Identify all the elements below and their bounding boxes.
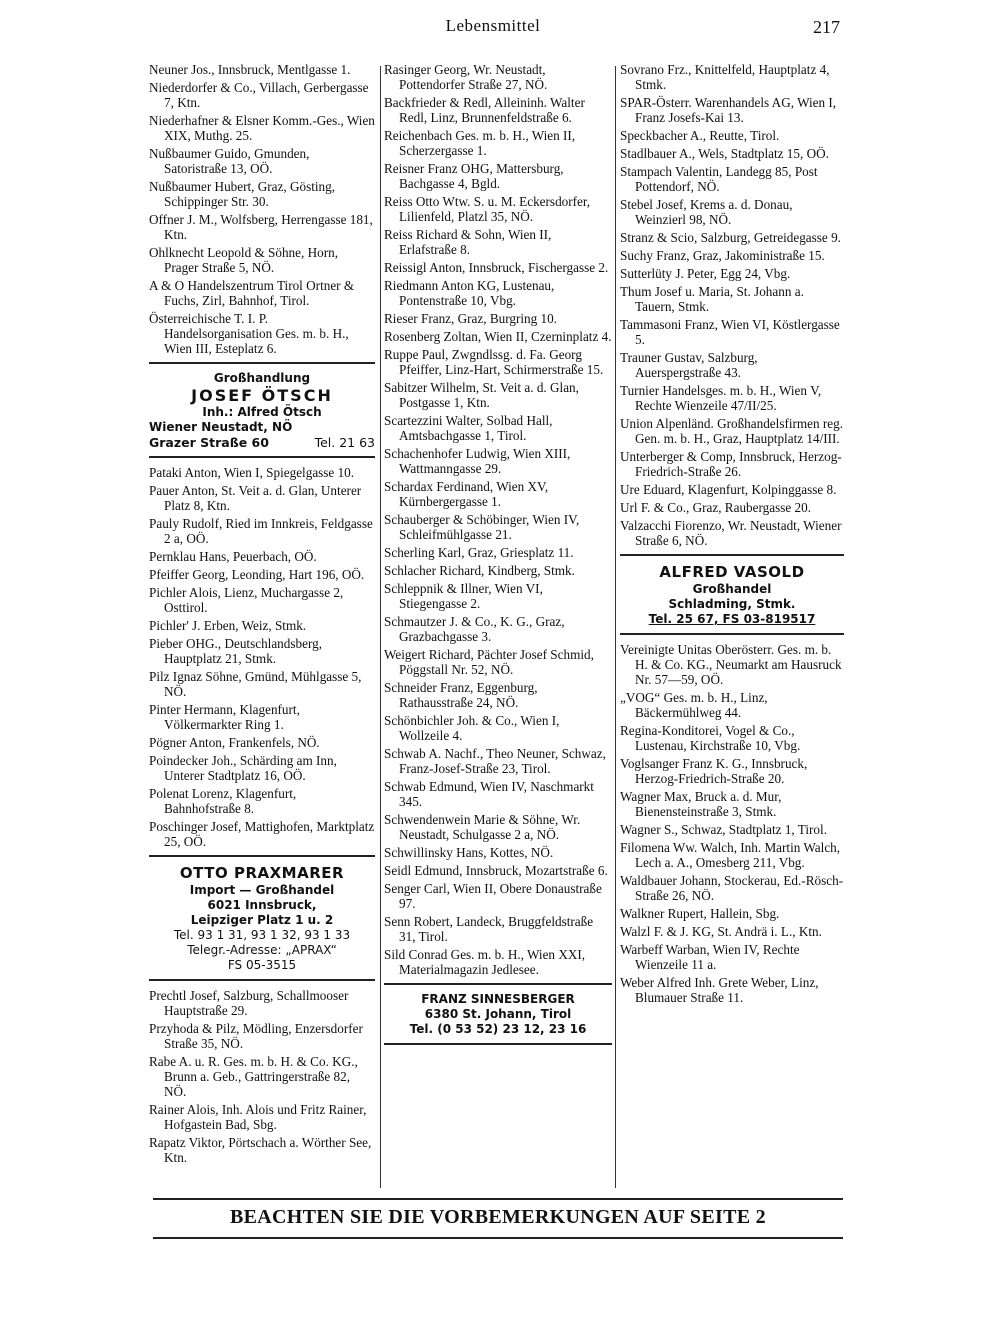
listing-entry: Pichler' J. Erben, Weiz, Stmk. — [149, 618, 307, 633]
column-divider — [615, 66, 616, 1188]
listing-entry: Nußbaumer Hubert, Graz, Gösting, Schippinger Str. 30. — [149, 179, 336, 209]
listing-entry: Schachenhofer Ludwig, Wien XIII, Wattmanngasse 29. — [384, 446, 571, 476]
listing-entry: Trauner Gustav, Salzburg, Auerspergstraße 43. — [620, 350, 758, 380]
listing-entry: Speckbacher A., Reutte, Tirol. — [620, 128, 780, 143]
listing-entry: Walkner Rupert, Hallein, Sbg. — [620, 906, 780, 921]
ad-line: Großhandel — [692, 582, 772, 596]
listing-entry: Stranz & Scio, Salzburg, Getreidegasse 9. — [620, 230, 841, 245]
listing-entry: Ruppe Paul, Zwgndlssg. d. Fa. Georg Pfeiffer, Linz-Hart, Schirmerstraße 15. — [384, 347, 604, 377]
listing-entry: Ohlknecht Leopold & Söhne, Horn, Prager Straße 5, NÖ. — [149, 245, 338, 275]
advertisement-otsch — [149, 362, 375, 458]
footer-rule-bottom — [153, 1237, 843, 1239]
listing-entry: „VOG“ Ges. m. b. H., Linz, Bäckermühlweg 44. — [620, 690, 768, 720]
ad-address: Grazer Straße 60 — [149, 435, 269, 450]
listing-entry: Reiss Otto Wtw. S. u. M. Eckersdorfer, Lilienfeld, Platzl 35, NÖ. — [384, 194, 591, 224]
listing-entry: Schwab A. Nachf., Theo Neuner, Schwaz, Franz-Josef-Straße 23, Tirol. — [384, 746, 606, 776]
listing-entry: Pauer Anton, St. Veit a. d. Glan, Unterer Platz 8, Ktn. — [149, 483, 362, 513]
listing-entry: Rapatz Viktor, Pörtschach a. Wörther See, Ktn. — [149, 1135, 372, 1165]
listing-entry: Backfrieder & Redl, Alleininh. Walter Redl, Linz, Brunnenfeldstraße 6. — [384, 95, 585, 125]
ad-line: Leipziger Platz 1 u. 2 — [190, 913, 334, 927]
listing-entry: Reissigl Anton, Innsbruck, Fischergasse 2. — [384, 260, 609, 275]
listing-entry: Nußbaumer Guido, Gmunden, Satoristraße 13, OÖ. — [149, 146, 310, 176]
listing-entry: Pögner Anton, Frankenfels, NÖ. — [149, 735, 320, 750]
listing-entry: Schwendenwein Marie & Söhne, Wr. Neustadt, Schulgasse 2 a, NÖ. — [384, 812, 581, 842]
ad-line: JOSEF ÖTSCH — [191, 386, 333, 405]
ad-line: Tel. (0 53 52) 23 12, 23 16 — [409, 1022, 587, 1036]
listing-entry: Pichler Alois, Lienz, Muchargasse 2, Osttirol. — [149, 585, 344, 615]
listing-entry: Voglsanger Franz K. G., Innsbruck, Herzog-Friedrich-Straße 20. — [620, 756, 808, 786]
listing-entry: Schlacher Richard, Kindberg, Stmk. — [384, 563, 575, 578]
listing-entry: Niederdorfer & Co., Villach, Gerbergasse 7, Ktn. — [149, 80, 369, 110]
listing-entry: Warbeff Warban, Wien IV, Rechte Wienzeile 11 a. — [620, 942, 800, 972]
ad-line: Schladming, Stmk. — [668, 597, 796, 611]
ad-line: Tel. 25 67, FS 03-819517 — [648, 612, 816, 626]
listing-entry: Ure Eduard, Klagenfurt, Kolpinggasse 8. — [620, 482, 837, 497]
footer-note: BEACHTEN SIE DIE VORBEMERKUNGEN AUF SEITE 2 — [230, 1206, 766, 1228]
listing-entry: Turnier Handelsges. m. b. H., Wien V, Rechte Wienzeile 47/II/25. — [620, 383, 822, 413]
ad-line: Wiener Neustadt, NÖ — [149, 420, 293, 434]
listing-entry: Rosenberg Zoltan, Wien II, Czerninplatz 4. — [384, 329, 612, 344]
ad-line: Import — Großhandel — [189, 883, 335, 897]
column-divider — [380, 66, 381, 1188]
listing-entry: Regina-Konditorei, Vogel & Co., Lustenau, Kirchstraße 10, Vbg. — [620, 723, 801, 753]
ad-contact-row — [149, 435, 375, 450]
ad-line: Tel. 93 1 31, 93 1 32, 93 1 33 — [173, 928, 351, 942]
listing-entry: Wagner Max, Bruck a. d. Mur, Bienensteinstraße 3, Stmk. — [620, 789, 782, 819]
listing-entry: Weigert Richard, Pächter Josef Schmid, Pöggstall Nr. 52, NÖ. — [384, 647, 594, 677]
listing-entry: Przyhoda & Pilz, Mödling, Enzersdorfer Straße 35, NÖ. — [149, 1021, 363, 1051]
advertisement-vasold — [620, 554, 844, 635]
listing-entry: Schauberger & Schöbinger, Wien IV, Schleifmühlgasse 21. — [384, 512, 580, 542]
listing-entry: Rieser Franz, Graz, Burgring 10. — [384, 311, 557, 326]
listing-entry: Pinter Hermann, Klagenfurt, Völkermarkter Ring 1. — [149, 702, 300, 732]
listing-entry: Stebel Josef, Krems a. d. Donau, Weinzierl 98, NÖ. — [620, 197, 793, 227]
listing-entry: Sutterlüty J. Peter, Egg 24, Vbg. — [620, 266, 791, 281]
listing-entry: Niederhafner & Elsner Komm.-Ges., Wien XIX, Muthg. 25. — [149, 113, 375, 143]
listing-entry: Thum Josef u. Maria, St. Johann a. Tauern, Stmk. — [620, 284, 804, 314]
listing-entry: Stadlbauer A., Wels, Stadtplatz 15, OÖ. — [620, 146, 829, 161]
listing-entry: Tammasoni Franz, Wien VI, Köstlergasse 5. — [620, 317, 840, 347]
listing-entry: Poindecker Joh., Schärding am Inn, Unterer Stadtplatz 16, OÖ. — [149, 753, 337, 783]
footer-rule-top — [153, 1198, 843, 1200]
listing-entry: Sovrano Frz., Knittelfeld, Hauptplatz 4, Stmk. — [620, 62, 830, 92]
listing-entry: Schwab Edmund, Wien IV, Naschmarkt 345. — [384, 779, 594, 809]
listing-entry: Reichenbach Ges. m. b. H., Wien II, Scherzergasse 1. — [384, 128, 576, 158]
ad-line: ALFRED VASOLD — [659, 563, 805, 581]
listing-entry: Rabe A. u. R. Ges. m. b. H. & Co. KG., Brunn a. Geb., Gattringerstraße 82, NÖ. — [149, 1054, 358, 1099]
listing-entry: Scartezzini Walter, Solbad Hall, Amtsbachgasse 1, Tirol. — [384, 413, 553, 443]
listing-entry: Sild Conrad Ges. m. b. H., Wien XXI, Materialmagazin Jedlesee. — [384, 947, 586, 977]
listing-entry: Pernklau Hans, Peuerbach, OÖ. — [149, 549, 317, 564]
listing-entry: Pataki Anton, Wien I, Spiegelgasse 10. — [149, 465, 355, 480]
listing-entry: Schmautzer J. & Co., K. G., Graz, Grazbachgasse 3. — [384, 614, 565, 644]
ad-line: FRANZ SINNESBERGER — [421, 992, 575, 1006]
ad-phone: Tel. 21 63 — [314, 435, 375, 450]
listing-entry: Seidl Edmund, Innsbruck, Mozartstraße 6. — [384, 863, 608, 878]
listing-entry: Stampach Valentin, Landegg 85, Post Pottendorf, NÖ. — [620, 164, 818, 194]
listing-entry: Vereinigte Unitas Oberösterr. Ges. m. b. H. & Co. KG., Neumarkt am Hausruck Nr. 57—59, OÖ. — [620, 642, 842, 687]
listing-entry: Weber Alfred Inh. Grete Weber, Linz, Blumauer Straße 11. — [620, 975, 819, 1005]
listing-entry: Poschinger Josef, Mattighofen, Marktplatz 25, OÖ. — [149, 819, 375, 849]
listing-entry: Schönbichler Joh. & Co., Wien I, Wollzeile 4. — [384, 713, 560, 743]
ad-line: Inh.: Alfred Ötsch — [202, 405, 322, 419]
listing-entry: Polenat Lorenz, Klagenfurt, Bahnhofstraße 8. — [149, 786, 297, 816]
listing-entry: Senn Robert, Landeck, Bruggfeldstraße 31, Tirol. — [384, 914, 594, 944]
listing-entry: Pilz Ignaz Söhne, Gmünd, Mühlgasse 5, NÖ. — [149, 669, 362, 699]
listing-entry: Pfeiffer Georg, Leonding, Hart 196, OÖ. — [149, 567, 365, 582]
listing-entry: Filomena Ww. Walch, Inh. Martin Walch, Lech a. A., Omesberg 211, Vbg. — [620, 840, 841, 870]
listing-entry: Riedmann Anton KG, Lustenau, Pontenstraße 10, Vbg. — [384, 278, 555, 308]
listing-column-1 — [149, 62, 375, 1168]
listing-entry: Rasinger Georg, Wr. Neustadt, Pottendorfer Straße 27, NÖ. — [384, 62, 548, 92]
ad-line: Großhandlung — [213, 371, 311, 385]
listing-entry: SPAR-Österr. Warenhandels AG, Wien I, Franz Josefs-Kai 13. — [620, 95, 837, 125]
listing-entry: Union Alpenländ. Großhandelsfirmen reg. Gen. m. b. H., Graz, Hauptplatz 14/III. — [620, 416, 844, 446]
ad-line: FS 05-3515 — [227, 958, 297, 972]
listing-column-3 — [620, 62, 844, 1008]
listing-entry: Walzl F. & J. KG, St. Andrä i. L., Ktn. — [620, 924, 822, 939]
advertisement-praxmarer — [149, 855, 375, 981]
listing-entry: Senger Carl, Wien II, Obere Donaustraße 97. — [384, 881, 602, 911]
listing-entry: Wagner S., Schwaz, Stadtplatz 1, Tirol. — [620, 822, 827, 837]
listing-entry: Schneider Franz, Eggenburg, Rathausstraße 24, NÖ. — [384, 680, 538, 710]
ad-line: 6021 Innsbruck, — [207, 898, 317, 912]
listing-entry: Rainer Alois, Inh. Alois und Fritz Rainer, Hofgastein Bad, Sbg. — [149, 1102, 367, 1132]
ad-line: 6380 St. Johann, Tirol — [424, 1007, 572, 1021]
listing-entry: Unterberger & Comp, Innsbruck, Herzog-Friedrich-Straße 26. — [620, 449, 842, 479]
running-head-title: Lebensmittel — [445, 16, 541, 35]
listing-entry: Schardax Ferdinand, Wien XV, Kürnbergergasse 1. — [384, 479, 549, 509]
listing-entry: Reiss Richard & Sohn, Wien II, Erlafstraße 8. — [384, 227, 552, 257]
listing-entry: Valzacchi Fiorenzo, Wr. Neustadt, Wiener Straße 6, NÖ. — [620, 518, 842, 548]
listing-entry: A & O Handelszentrum Tirol Ortner & Fuchs, Zirl, Bahnhof, Tirol. — [149, 278, 355, 308]
advertisement-sinnesberger — [384, 983, 612, 1045]
listing-entry: Pauly Rudolf, Ried im Innkreis, Feldgasse 2 a, OÖ. — [149, 516, 373, 546]
listing-entry: Schwillinsky Hans, Kottes, NÖ. — [384, 845, 554, 860]
page-number: 217 — [813, 17, 840, 37]
listing-entry: Neuner Jos., Innsbruck, Mentlgasse 1. — [149, 62, 351, 77]
listing-entry: Offner J. M., Wolfsberg, Herrengasse 181, Ktn. — [149, 212, 373, 242]
listing-entry: Pieber OHG., Deutschlandsberg, Hauptplatz 21, Stmk. — [149, 636, 322, 666]
listing-entry: Schleppnik & Illner, Wien VI, Stiegengasse 2. — [384, 581, 543, 611]
ad-line: Telegr.-Adresse: „APRAX“ — [187, 943, 337, 957]
listing-entry: Url F. & Co., Graz, Raubergasse 20. — [620, 500, 811, 515]
ad-line: OTTO PRAXMARER — [179, 864, 345, 882]
listing-entry: Waldbauer Johann, Stockerau, Ed.-Rösch-Straße 26, NÖ. — [620, 873, 844, 903]
listing-entry: Österreichische T. I. P. Handelsorganisation Ges. m. b. H., Wien III, Esteplatz 6. — [149, 311, 349, 356]
listing-entry: Sabitzer Wilhelm, St. Veit a. d. Glan, Postgasse 1, Ktn. — [384, 380, 579, 410]
listing-entry: Scherling Karl, Graz, Griesplatz 11. — [384, 545, 574, 560]
listing-column-2 — [384, 62, 612, 1052]
listing-entry: Suchy Franz, Graz, Jakoministraße 15. — [620, 248, 825, 263]
listing-entry: Prechtl Josef, Salzburg, Schallmooser Hauptstraße 29. — [149, 988, 349, 1018]
listing-entry: Reisner Franz OHG, Mattersburg, Bachgasse 4, Bgld. — [384, 161, 564, 191]
